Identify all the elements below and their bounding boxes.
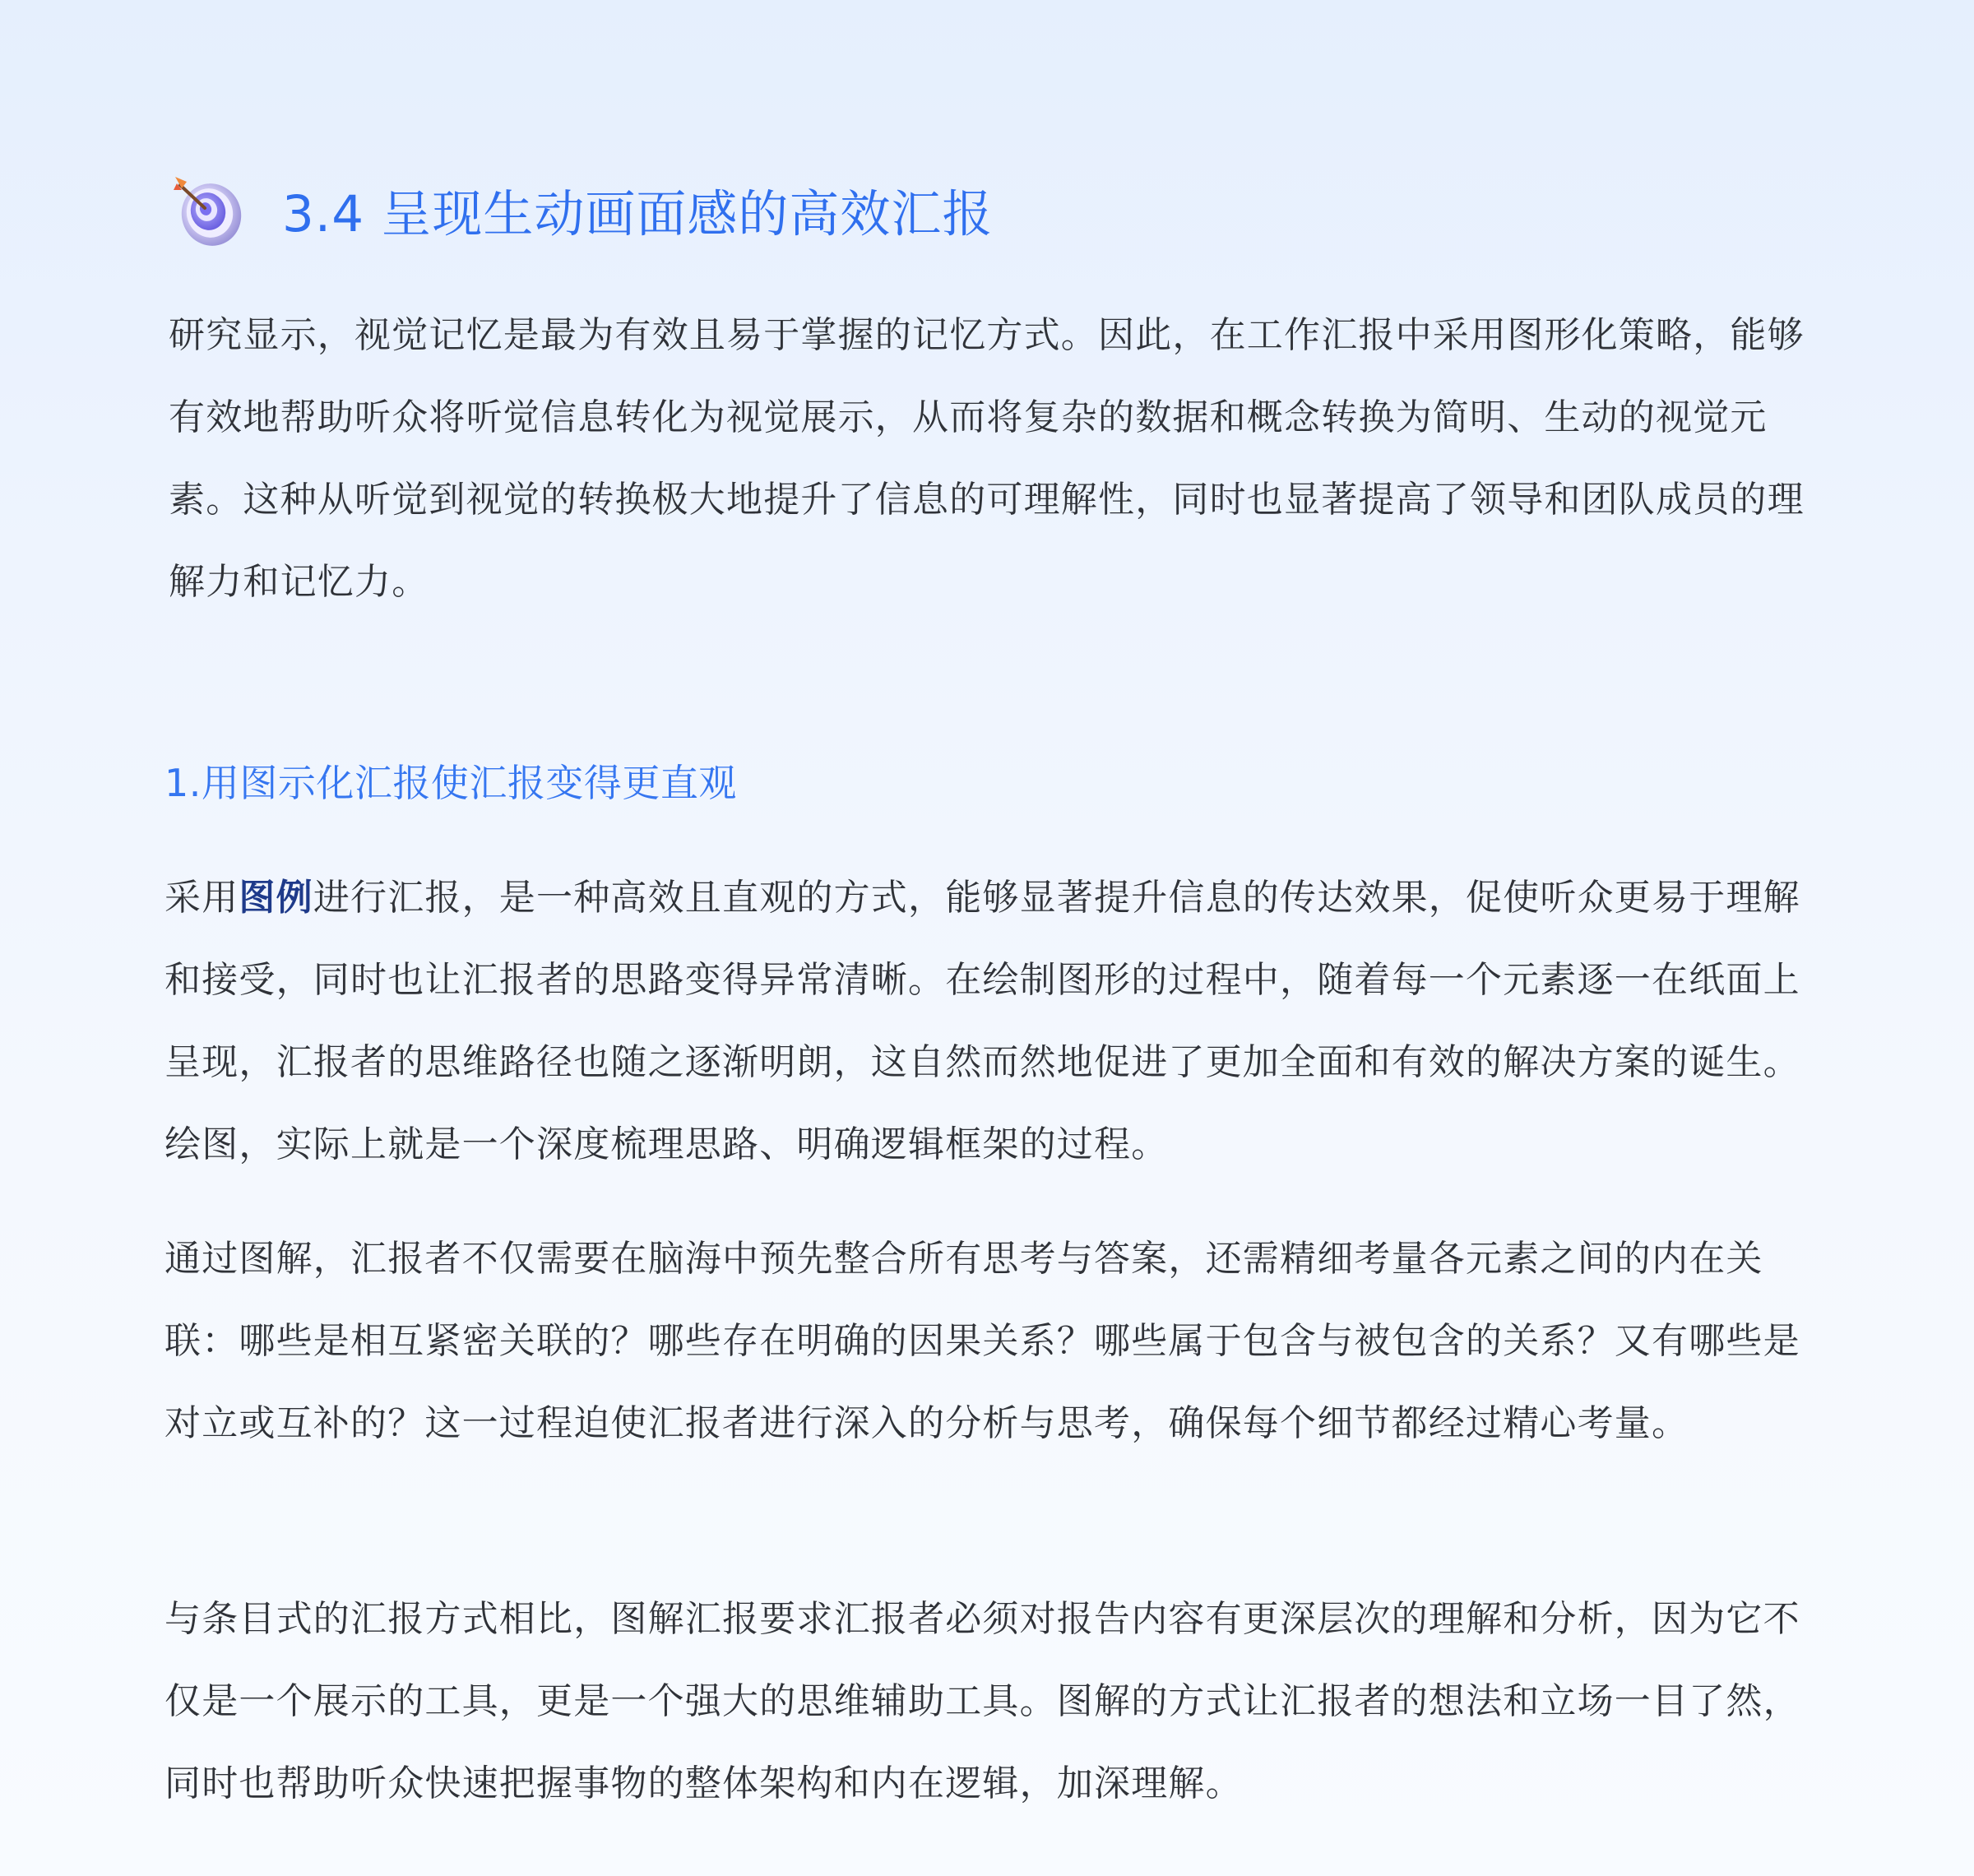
highlighted-term: 图例 bbox=[239, 877, 313, 919]
target-dart-icon bbox=[169, 170, 248, 249]
paragraph-text-after: 进行汇报，是一种高效且直观的方式，能够显著提升信息的传达效果，促使听众更易于理解和接受，同时也让汇报者的思路变得异常清晰。在绘制图形的过程中，随着每一个元素逐一在纸面上呈现，汇报者的思维路径也随之逐渐明朗，这自然而然地促进了更加全面和有效的解决方案的诞生。绘图，实际上就是一个深度梳理思路、明确逻辑框架的过程。 bbox=[164, 877, 1800, 1165]
section-subheading: 1.用图示化汇报使汇报变得更直观 bbox=[164, 761, 737, 805]
intro-paragraph: 研究显示，视觉记忆是最为有效且易于掌握的记忆方式。因此，在工作汇报中采用图形化策略，能够有效地帮助听众将听觉信息转化为视觉展示，从而将复杂的数据和概念转换为简明、生动的视觉元素。这种从听觉到视觉的转换极大地提升了信息的可理解性，同时也显著提高了领导和团队成员的理解力和记忆力。 bbox=[169, 314, 1805, 603]
paragraph-text-before: 采用 bbox=[164, 877, 239, 919]
body-paragraph-2: 通过图解，汇报者不仅需要在脑海中预先整合所有思考与答案，还需精细考量各元素之间的内在关联：哪些是相互紧密关联的？哪些存在明确的因果关系？哪些属于包含与被包含的关系？又有哪些是对立或互补的？这一过程迫使汇报者进行深入的分析与思考，确保每个细节都经过精心考量。 bbox=[164, 1238, 1800, 1444]
body-paragraph-3: 与条目式的汇报方式相比，图解汇报要求汇报者必须对报告内容有更深层次的理解和分析，因为它不仅是一个展示的工具，更是一个强大的思维辅助工具。图解的方式让汇报者的想法和立场一目了然，同时也帮助听众快速把握事物的整体架构和内在逻辑，加深理解。 bbox=[164, 1598, 1800, 1804]
body-paragraph-1 bbox=[164, 857, 1810, 1186]
page-title: 3.4 呈现生动画面感的高效汇报 bbox=[282, 184, 994, 243]
section-heading bbox=[169, 169, 993, 251]
